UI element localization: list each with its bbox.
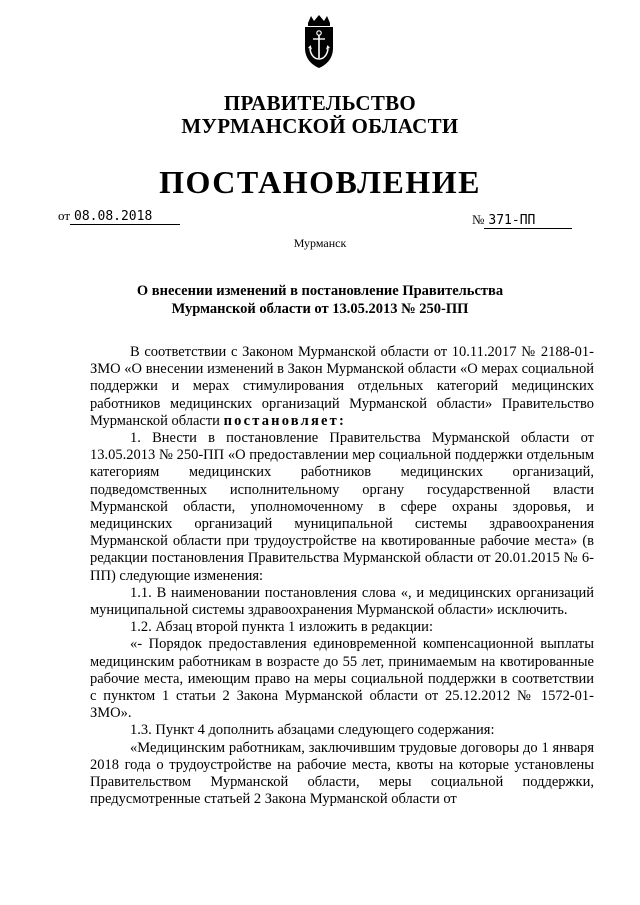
number-value: 371-ПП — [484, 213, 572, 229]
paragraph-intro — [90, 344, 594, 430]
document-body — [90, 344, 594, 808]
document-number — [472, 211, 572, 229]
paragraph-1-2: 1.2. Абзац второй пункта 1 изложить в редакции: — [130, 619, 433, 636]
paragraph-1-3: 1.3. Пункт 4 дополнить абзацами следующего содержания: — [130, 722, 495, 739]
paragraph-1-3-quote: «Медицинским работникам, заключившим трудовые договоры до 1 января 2018 года о трудоустройстве на рабочие места, квоты на которые установлены Правительством Мурманской области, меры социальной поддержки, предусмотренные статьей 2 Закона Мурманской области от — [90, 739, 594, 808]
document-date — [58, 207, 180, 225]
city-name: Мурманск — [293, 236, 347, 250]
date-value: 08.08.2018 — [70, 209, 180, 225]
decree-word: постановляет: — [223, 412, 347, 429]
paragraph-1-1: 1.1. В наименовании постановления слова «, и медицинских организаций муниципальной системы здравоохранения Мурманской области» исключить. — [90, 584, 594, 619]
intro-text: В соответствии с Законом Мурманской области от 10.11.2017 № 2188-01-ЗМО «О внесении изменений в Закон Мурманской области «О мерах социальной поддержки и мерах стимулирования отдельных категорий медицинских работников медицинских организаций Мурманской области» Правительство Мурманской области — [90, 344, 594, 429]
organization-name-line2: МУРМАНСКОЙ ОБЛАСТИ — [181, 114, 459, 138]
date-prefix: от — [58, 208, 71, 223]
document-type-title: ПОСТАНОВЛЕНИЕ — [159, 164, 481, 200]
paragraph-1: 1. Внести в постановление Правительства Мурманской области от 13.05.2013 № 250-ПП «О предоставлении мер социальной поддержки отдельным категориям медицинских работников медицинских организаций, подведомственных исполнительному органу государственной власти Мурманской области, уполномоченному в сфере охраны здоровья, и медицинских организаций муниципальной системы здравоохранения Мурманской области при трудоустройстве на квотированные рабочие места» (в редакции постановления Правительства Мурманской области от 20.01.2015 № 6-ПП) следующие изменения: — [90, 430, 594, 584]
subject-line1: О внесении изменений в постановление Правительства — [136, 283, 504, 299]
paragraph-1-2-quote: «- Порядок предоставления единовременной компенсационной выплаты медицинским работникам в возрасте до 55 лет, принимаемым на квотированные рабочие места, имеющим право на меры социальной поддержки в соответствии с пунктом 1 статьи 2 Закона Мурманской области от 25.12.2012 № 1572-01-ЗМО». — [90, 636, 594, 722]
number-prefix: № — [472, 212, 485, 227]
organization-name-line1: ПРАВИТЕЛЬСТВО — [223, 91, 417, 115]
subject-line2: Мурманской области от 13.05.2013 № 250-ПП — [171, 301, 469, 317]
coat-of-arms-icon — [299, 14, 339, 70]
